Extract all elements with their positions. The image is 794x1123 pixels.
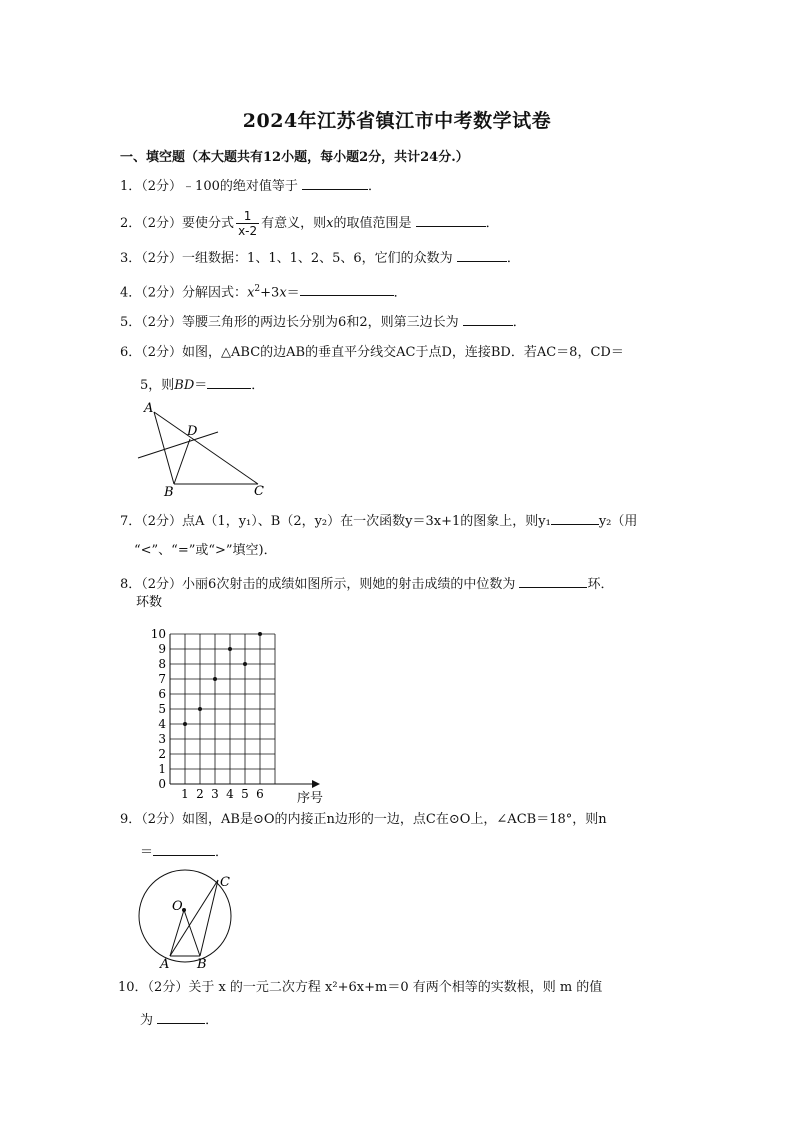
x-axis-label: 序号	[297, 791, 324, 806]
chart-grid	[170, 634, 275, 784]
fraction	[236, 209, 259, 238]
question-text: 的取值范围是	[333, 216, 412, 231]
x-tick-label: 2	[196, 787, 204, 801]
answer-blank[interactable]	[153, 843, 215, 856]
x-tick-label: 1	[181, 787, 189, 801]
question-text: 分解因式：	[182, 285, 248, 301]
y-tick-label: 8	[158, 657, 166, 671]
question-number: 4．（2分）	[120, 285, 183, 301]
question-number: 7．（2分）	[120, 514, 183, 529]
period: ．	[251, 378, 265, 393]
y-tick-label: 9	[158, 642, 166, 656]
question-text: 如图，AB是⊙O的内接正n边形的一边，点C在⊙O上，∠ACB＝18°，则n	[182, 812, 607, 827]
label-c: C	[220, 875, 230, 890]
question-text: 等腰三角形的两边长分别为6和2，则第三边长为	[182, 315, 459, 330]
score-chart	[130, 590, 340, 808]
question-text: 一组数据：1、1、1、2、5、6，它们的众数为	[182, 251, 453, 266]
period: ．	[506, 251, 520, 266]
question-6	[120, 345, 624, 361]
label-o: O	[172, 899, 183, 914]
y-tick-labels	[151, 627, 167, 791]
label-b: B	[197, 957, 207, 972]
question-9	[120, 812, 607, 828]
period: ．	[205, 1013, 219, 1028]
question-text: 5，则	[140, 378, 175, 393]
y-axis-label: 环数	[136, 595, 163, 610]
data-point	[183, 722, 187, 726]
period: ．	[393, 285, 407, 301]
question-text: 小丽6次射击的成绩如图所示，则她的射击成绩的中位数为	[182, 577, 516, 592]
equals-sign: ＝	[286, 285, 300, 301]
answer-blank[interactable]	[519, 575, 587, 588]
question-text: 点A（1，y₁）、B（2，y₂）在一次函数y＝3x+1的图象上，则y₁	[182, 514, 551, 529]
question-text: 有意义，则	[261, 216, 327, 231]
equals-sign: ＝	[194, 378, 208, 393]
question-5	[120, 313, 526, 331]
y-tick-label: 6	[158, 687, 166, 701]
question-text: 关于 x 的一元二次方程 x²+6x+m＝0 有两个相等的实数根，则 m 的值	[188, 980, 603, 995]
question-number: 2．（2分）	[120, 216, 183, 231]
variable: x	[247, 285, 255, 301]
segment-ac	[170, 880, 218, 956]
section-heading: 一、填空题（本大题共有12小题，每小题2分，共计24分.）	[120, 150, 469, 165]
y-tick-label: 5	[158, 702, 166, 716]
answer-blank[interactable]	[300, 283, 394, 296]
question-2	[120, 209, 499, 238]
expression: +3	[260, 285, 280, 301]
answer-blank[interactable]	[416, 214, 486, 227]
x-tick-label: 6	[256, 787, 264, 801]
question-9-line-2	[140, 843, 228, 861]
variable: x	[326, 216, 334, 231]
question-number: 8．（2分）	[120, 577, 183, 592]
y-tick-label: 0	[158, 777, 166, 791]
question-1	[120, 177, 381, 195]
variable: x	[279, 285, 287, 301]
x-tick-label: 5	[241, 787, 249, 801]
x-axis-arrow	[312, 780, 320, 788]
x-tick-label: 3	[211, 787, 219, 801]
question-text: 为	[140, 1013, 154, 1028]
question-7	[120, 512, 637, 530]
question-7-line-2	[134, 543, 277, 559]
label-b: B	[164, 485, 174, 500]
perpendicular-bisector	[138, 432, 218, 458]
y-tick-label: 2	[158, 747, 166, 761]
question-3	[120, 249, 520, 267]
question-number: 5．（2分）	[120, 315, 183, 330]
circle-figure	[130, 864, 240, 974]
answer-blank[interactable]	[457, 249, 507, 262]
segment-ab	[154, 412, 174, 484]
y-tick-label: 7	[158, 672, 166, 686]
y-tick-label: 10	[150, 627, 166, 641]
data-point	[198, 707, 202, 711]
question-text: 如图，△ABC的边AB的垂直平分线交AC于点D，连接BD．若AC＝8，CD＝	[182, 345, 624, 360]
x-tick-label: 4	[226, 787, 234, 801]
period: ．	[215, 845, 229, 860]
question-number: 10．（2分）	[118, 980, 189, 995]
label-d: D	[187, 424, 198, 439]
y-tick-label: 1	[158, 762, 166, 776]
question-number: 3．（2分）	[120, 251, 183, 266]
answer-blank[interactable]	[302, 177, 368, 190]
answer-blank[interactable]	[207, 376, 251, 389]
segment-oa	[170, 910, 184, 956]
equals-sign: ＝	[140, 845, 154, 860]
answer-blank[interactable]	[551, 512, 599, 525]
fraction-denominator: x-2	[238, 224, 258, 238]
data-point	[213, 677, 217, 681]
y-tick-label: 4	[158, 717, 166, 731]
question-number: 1．（2分）	[120, 179, 183, 194]
segment-name: BD	[174, 378, 195, 393]
answer-blank[interactable]	[463, 313, 513, 326]
fraction-numerator: 1	[236, 209, 259, 224]
question-text: “<”、“=”或“>”填空)．	[134, 543, 277, 558]
period: ．	[485, 216, 499, 231]
page-title: 2024年江苏省镇江市中考数学试卷	[242, 110, 552, 132]
data-point	[243, 662, 247, 666]
period: ．	[512, 315, 526, 330]
unit-text: 环．	[587, 577, 614, 592]
question-text: 要使分式	[182, 216, 235, 231]
label-c: C	[254, 484, 264, 499]
answer-blank[interactable]	[157, 1011, 205, 1024]
question-6-line-2	[140, 376, 264, 394]
label-a: A	[144, 401, 154, 416]
y-tick-label: 3	[158, 732, 166, 746]
data-point	[228, 647, 232, 651]
exponent: 2	[254, 284, 261, 294]
label-a: A	[160, 957, 170, 972]
data-point	[258, 632, 262, 636]
x-tick-labels	[181, 787, 264, 801]
question-text: ﹣100的绝对值等于	[182, 179, 298, 194]
question-number: 6．（2分）	[120, 345, 183, 360]
segment-bc	[200, 880, 218, 956]
segment-ob	[184, 910, 200, 956]
question-4	[120, 281, 407, 301]
period: ．	[368, 179, 382, 194]
question-10-line-2	[140, 1011, 218, 1029]
question-number: 9．（2分）	[120, 812, 183, 827]
triangle-figure	[130, 398, 270, 502]
question-10	[118, 980, 602, 996]
question-text: y₂（用	[598, 514, 638, 529]
